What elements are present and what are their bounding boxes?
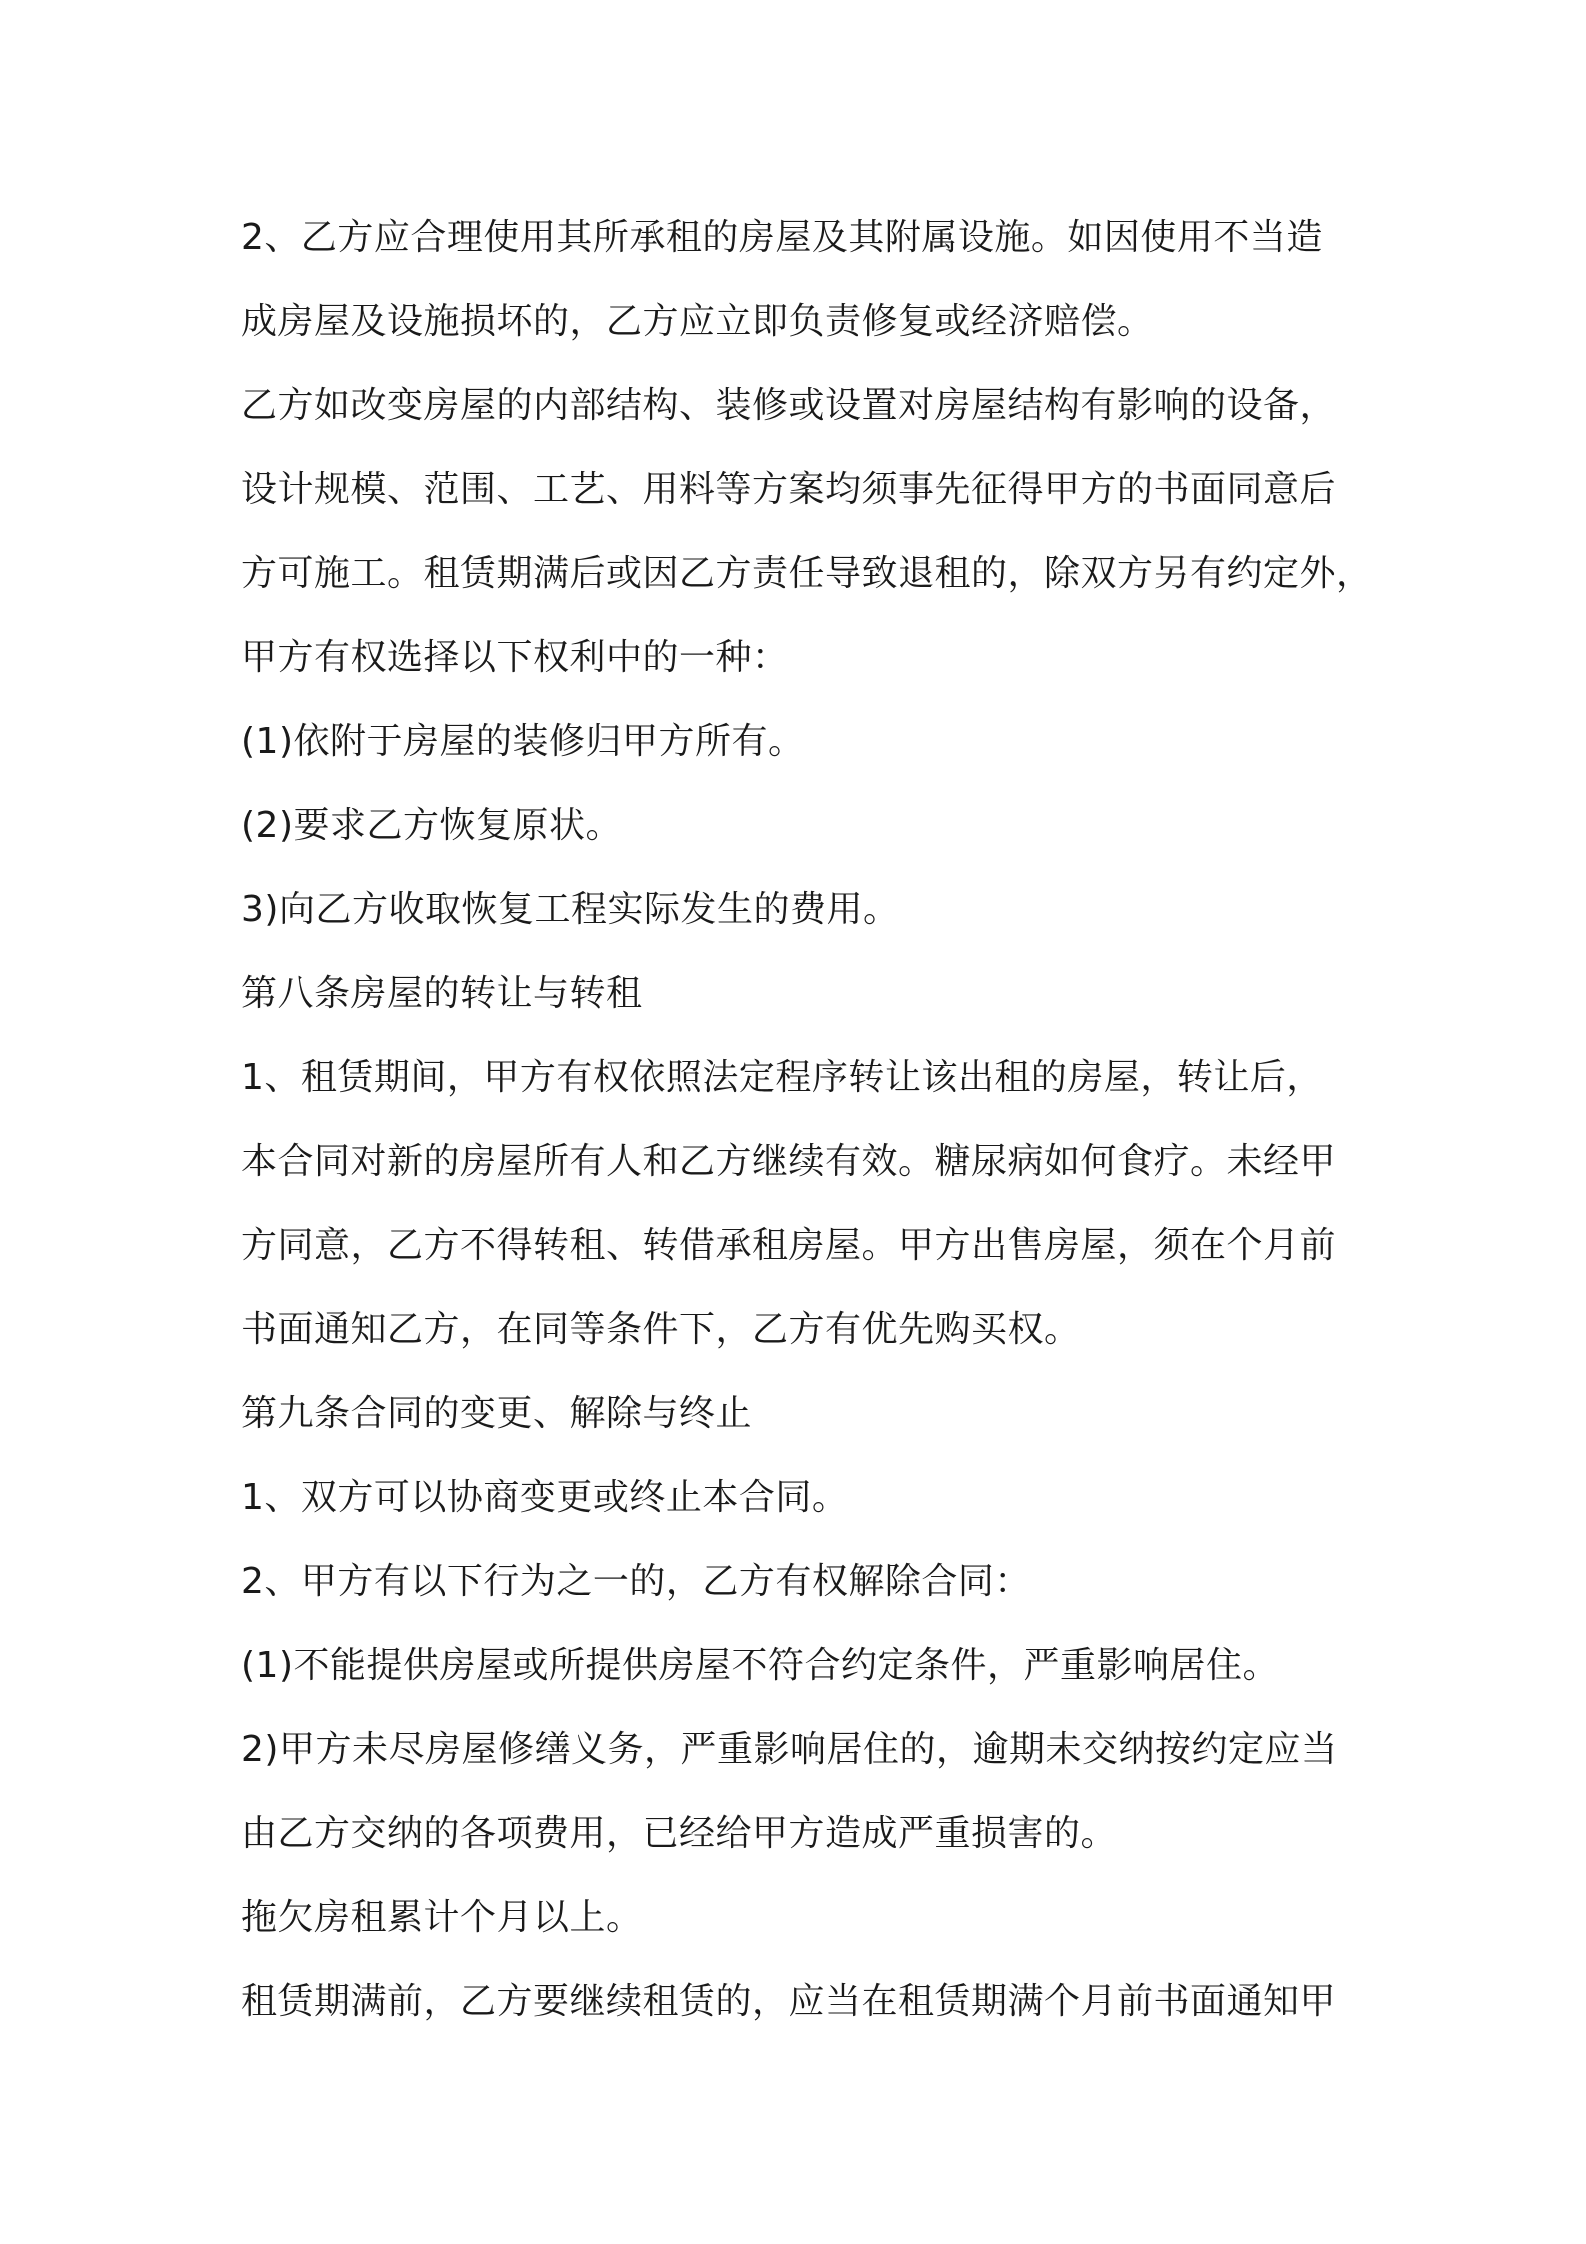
- text-line: 甲方有权选择以下权利中的一种：: [241, 637, 789, 678]
- text-line: 书面通知乙方，在同等条件下，乙方有优先购买权。: [241, 1309, 1081, 1350]
- section-heading: 第八条房屋的转让与转租: [241, 973, 643, 1014]
- section-heading: 第九条合同的变更、解除与终止: [241, 1393, 753, 1434]
- text-line: 本合同对新的房屋所有人和乙方继续有效。糖尿病如何食疗。未经甲: [241, 1141, 1337, 1182]
- text-line: 方可施工。租赁期满后或因乙方责任导致退租的，除双方另有约定外，: [241, 553, 1373, 594]
- text-line: 设计规模、范围、工艺、用料等方案均须事先征得甲方的书面同意后: [241, 469, 1337, 510]
- text-line: 2、甲方有以下行为之一的，乙方有权解除合同：: [241, 1561, 1031, 1602]
- text-line: 2、乙方应合理使用其所承租的房屋及其附属设施。如因使用不当造: [241, 217, 1323, 258]
- text-line: 乙方如改变房屋的内部结构、装修或设置对房屋结构有影响的设备，: [241, 385, 1337, 426]
- text-line: 成房屋及设施损坏的，乙方应立即负责修复或经济赔偿。: [241, 301, 1154, 342]
- text-line: 拖欠房租累计个月以上。: [241, 1897, 643, 1938]
- list-item: (1)依附于房屋的装修归甲方所有。: [241, 721, 805, 762]
- text-line: 由乙方交纳的各项费用，已经给甲方造成严重损害的。: [241, 1813, 1118, 1854]
- list-item: (2)要求乙方恢复原状。: [241, 805, 622, 846]
- list-item: (1)不能提供房屋或所提供房屋不符合约定条件，严重影响居住。: [241, 1645, 1279, 1686]
- text-line: 1、租赁期间，甲方有权依照法定程序转让该出租的房屋，转让后，: [241, 1057, 1323, 1098]
- list-item: 3)向乙方收取恢复工程实际发生的费用。: [241, 889, 900, 930]
- text-line: 方同意，乙方不得转租、转借承租房屋。甲方出售房屋，须在个月前: [241, 1225, 1337, 1266]
- document-body: [241, 196, 1373, 2044]
- list-item: 2)甲方未尽房屋修缮义务，严重影响居住的，逾期未交纳按约定应当: [241, 1729, 1338, 1770]
- text-line: 1、双方可以协商变更或终止本合同。: [241, 1477, 849, 1518]
- text-line: 租赁期满前，乙方要继续租赁的，应当在租赁期满个月前书面通知甲: [241, 1981, 1337, 2022]
